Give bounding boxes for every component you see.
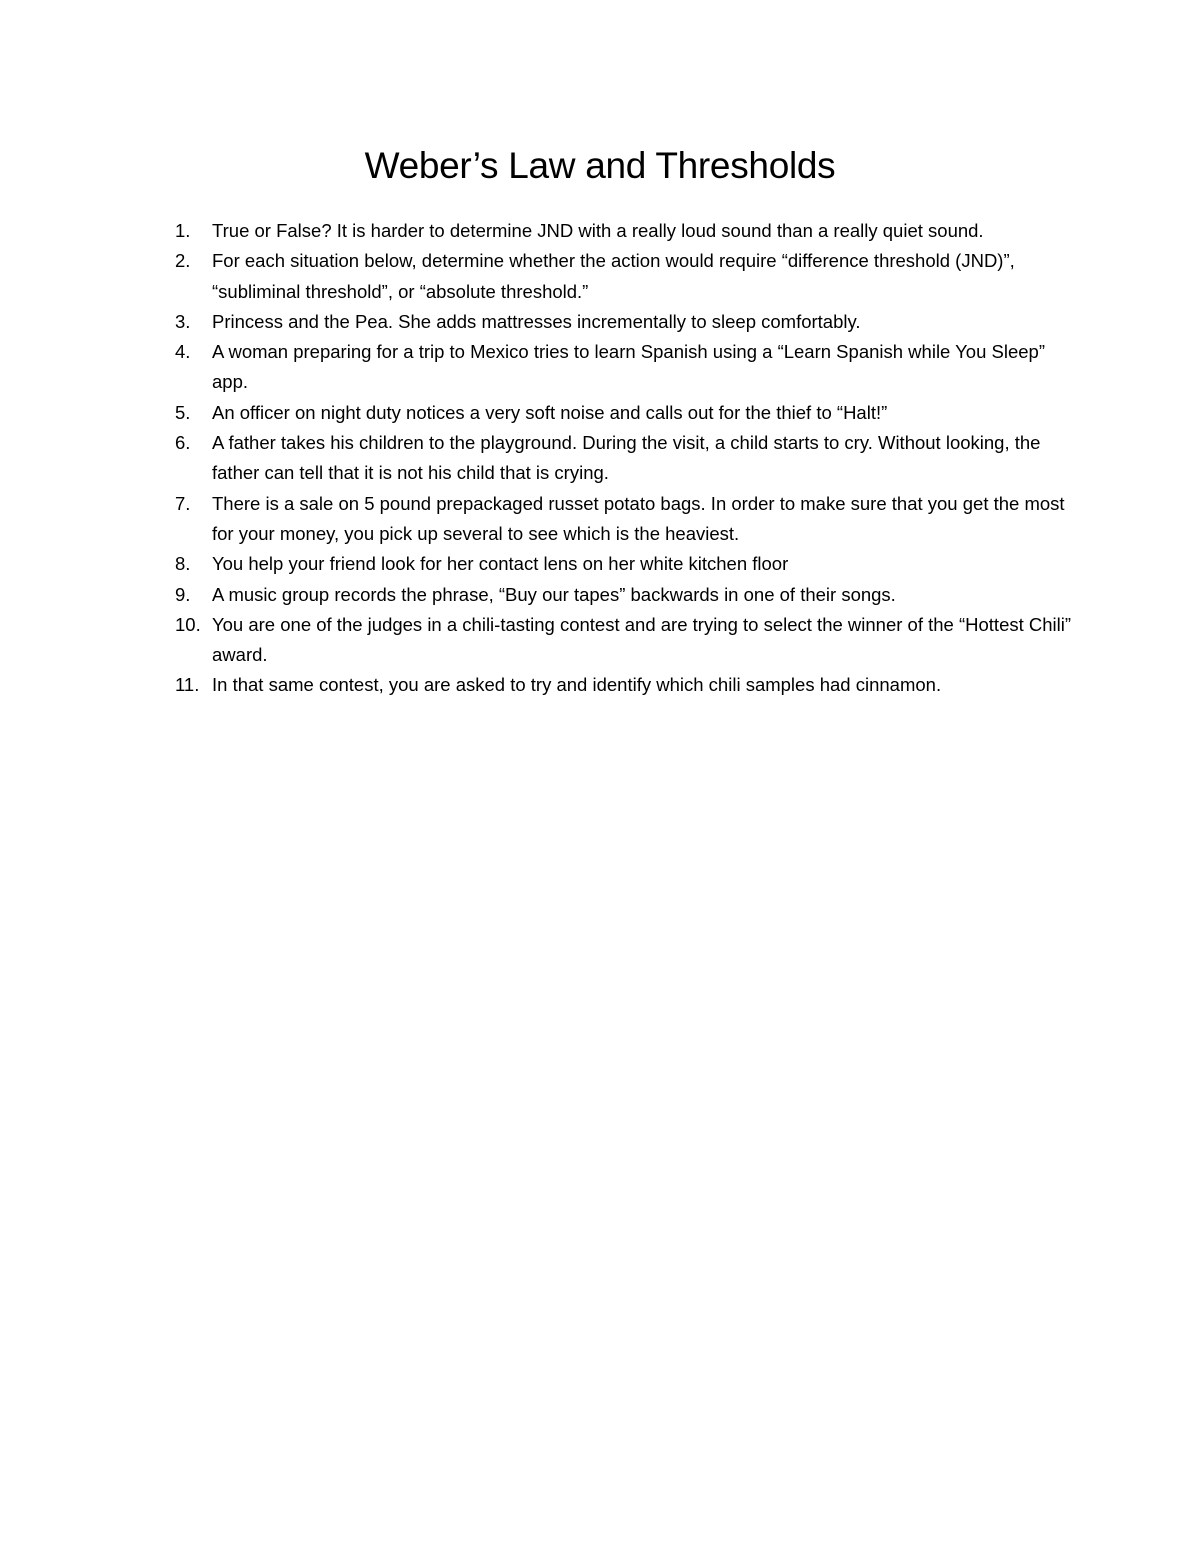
list-item (175, 428, 1075, 489)
list-item-text: A woman preparing for a trip to Mexico tries to learn Spanish using a “Learn Spanish while You Sleep” app. (212, 341, 1045, 393)
list-item-number: 8. (175, 553, 191, 575)
list-item-number: 4. (175, 341, 191, 363)
list-item-number: 1. (175, 220, 191, 241)
list-item-number: 3. (175, 310, 191, 332)
list-item (175, 246, 1075, 307)
list-item (175, 398, 1075, 428)
list-item (175, 489, 1075, 550)
list-item-text: A music group records the phrase, “Buy our tapes” backwards in one of their songs. (212, 583, 896, 605)
list-item-number: 7. (175, 492, 191, 514)
list-item (175, 216, 1075, 246)
list-item-number: 10. (175, 613, 201, 635)
list-item-text: You help your friend look for her contact lens on her white kitchen floor (212, 553, 789, 575)
list-item-text: Princess and the Pea. She adds mattresses incrementally to sleep comfortably. (212, 310, 861, 332)
list-item-number: 9. (175, 583, 191, 605)
list-item-text: True or False? It is harder to determine JND with a really loud sound than a really quiet sound. (212, 220, 984, 241)
list-item-text: A father takes his children to the playground. During the visit, a child starts to cry. Without looking, the father can tell that it is not his child that is crying. (212, 432, 1041, 484)
list-item (175, 670, 1075, 700)
list-item (175, 337, 1075, 398)
list-item-text: In that same contest, you are asked to try and identify which chili samples had cinnamon. (212, 674, 942, 696)
list-item-text: You are one of the judges in a chili-tasting contest and are trying to select the winner of the “Hottest Chili” award. (212, 613, 1072, 666)
list-item-number: 5. (175, 401, 191, 423)
list-item-text: For each situation below, determine whether the action would require “difference threshold (JND)”, “subliminal threshold”, or “absolute threshold.” (212, 250, 1015, 302)
list-item-text: There is a sale on 5 pound prepackaged russet potato bags. In order to make sure that you get the most for your money, you pick up several to see which is the heaviest. (212, 492, 1065, 544)
list-item-number: 6. (175, 432, 191, 454)
list-item (175, 610, 1075, 671)
list-item (175, 580, 1075, 610)
list-item (175, 549, 1075, 579)
list-item-text: An officer on night duty notices a very soft noise and calls out for the thief to “Halt!” (212, 401, 888, 423)
list-item-number: 2. (175, 250, 191, 272)
list-item-number: 11. (175, 674, 200, 696)
list-item (175, 307, 1075, 337)
page-title: Weber’s Law and Thresholds (364, 145, 836, 186)
question-list (175, 216, 1075, 701)
